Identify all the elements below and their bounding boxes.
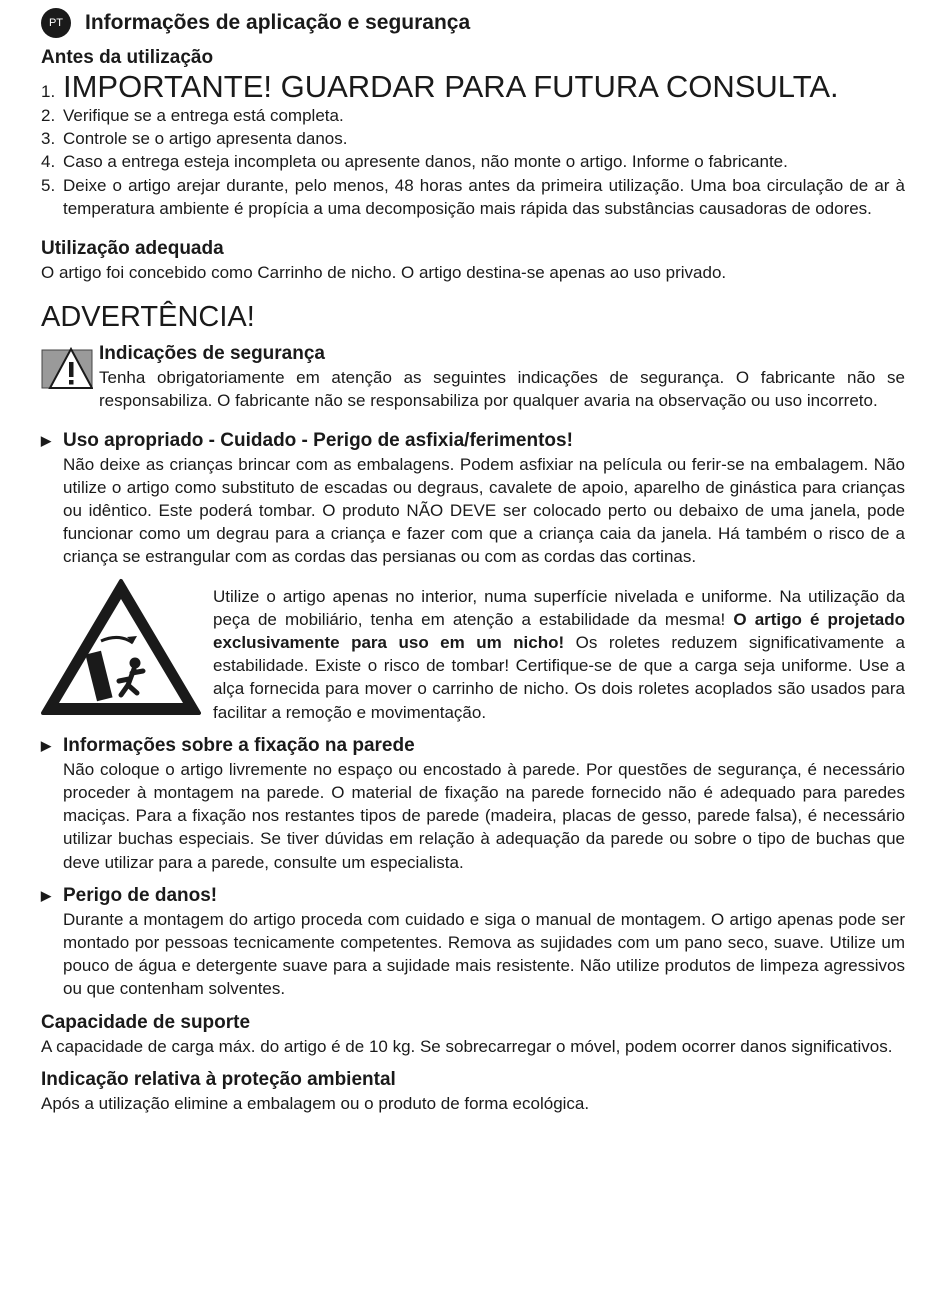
list-item-text: Controle se o artigo apresenta danos. [63,129,348,149]
section-heading-text: Uso apropriado - Cuidado - Perigo de asfixia/ferimentos! [63,429,573,451]
proper-use-heading: Utilização adequada [41,238,224,260]
environment-text: Após a utilização elimine a embalagem ou o produto de forma ecológica. [41,1093,590,1113]
list-item-number: 4. [41,152,56,172]
safety-heading: Indicações de segurança [99,343,325,365]
document-header [41,8,905,38]
list-item [41,70,905,104]
arrow-right-icon: ▶ [41,737,51,753]
before-use-heading: Antes da utilização [41,47,214,68]
tipping-text-emphasis: O artigo é projetado exclusivamente para uso em um nicho! [213,609,905,653]
list-item-text: Verifique se a entrega está completa. [63,106,344,125]
appropriate-use-heading [41,429,905,453]
arrow-right-icon: ▶ [41,432,51,448]
wall-fixing-heading [41,734,905,758]
tipping-hazard-icon [41,577,201,717]
list-item-number: 3. [41,129,56,149]
load-capacity-heading: Capacidade de suporte [41,1011,251,1033]
list-item [41,150,905,173]
wall-fixing-text: Não coloque o artigo livremente no espaço ou encostado à parede. Por questões de segurança, é necessário proceder à montagem na parede. O material de fixação na parede fornecido não é adequado para paredes maciças. Para a fixação nos restantes tipos de parede (madeira, placas de gesso, parede falsa), é necessário utilizar buchas especiais. Se tiver dúvidas em relação à adequação da parede ou sobre o tipo de buchas que deve utilizar para a parede, consulte um especialista. [63,759,905,872]
language-badge: PT [41,8,71,38]
before-use-list [41,70,905,220]
tipping-text [213,585,905,724]
list-item-number: 2. [41,106,56,125]
damage-text: Durante a montagem do artigo proceda com cuidado e siga o manual de montagem. O artigo apenas pode ser montado por pessoas tecnicamente competentes. Remova as sujidades com um pano seco, suave. Utilize um pouco de água e detergente suave para a sujidade mais resistente. Não utilize produtos de limpeza agressivos ou que contenham solventes. [63,909,905,999]
list-item-text: Caso a entrega esteja incompleta ou apresente danos, não monte o artigo. Informe o fabricante. [63,152,788,172]
tipping-hazard-notice [41,585,905,724]
list-item-number: 5. [41,175,56,195]
list-item-text: IMPORTANTE! GUARDAR PARA FUTURA CONSULTA. [63,69,839,104]
load-capacity-text: A capacidade de carga máx. do artigo é de 10 kg. Se sobrecarregar o móvel, podem ocorrer danos significativos. [41,1036,893,1056]
list-item [41,174,905,220]
damage-heading [41,884,905,908]
tipping-text-part: Os roletes reduzem significativamente a estabilidade. Existe o risco de tombar! Certifique-se de que a carga seja uniforme. Use a alça fornecida para mover o carrinho de nicho. Os dois roletes acoplados são usados para facilitar a remoção e movimentação. [213,633,905,722]
environment-heading: Indicação relativa à proteção ambiental [41,1068,396,1090]
list-item [41,104,905,127]
section-heading-text: Perigo de danos! [63,884,218,906]
document-title: Informações de aplicação e segurança [85,11,471,34]
list-item [41,127,905,150]
list-item-text: Deixe o artigo arejar durante, pelo menos, 48 horas antes da primeira utilização. Uma boa circulação de ar à temperatura ambiente é propícia a uma decomposição mais rápida das substâncias causadoras de odores. [63,175,905,218]
safety-text: Tenha obrigatoriamente em atenção as seguintes indicações de segurança. O fabricante não se responsabiliza. O fabricante não se responsabiliza por qualquer avaria na observação ou uso incorreto. [99,368,905,411]
tipping-text-part: Utilize o artigo apenas no interior, numa superfície nivelada e uniforme. Na utilização da peça de mobiliário, tenha em atenção a estabilidade da mesma! [213,586,905,629]
section-heading-text: Informações sobre a fixação na parede [63,734,415,756]
arrow-right-icon: ▶ [41,887,51,903]
proper-use-text: O artigo foi concebido como Carrinho de nicho. O artigo destina-se apenas ao uso privado. [41,263,727,283]
caution-triangle-icon [41,346,93,390]
list-item-number: 1. [41,82,56,101]
appropriate-use-text: Não deixe as crianças brincar com as embalagens. Podem asfixiar na película ou ferir-se na embalagem. Não utilize o artigo como substituto de escadas ou degraus, cavalete de apoio, aparelho de ginástica para crianças ou idêntico. Este poderá tombar. O produto NÃO DEVE ser colocado perto ou debaixo de uma janela, pode funcionar como um degrau para a criança e fazer com que a criança caia da janela. Há também o risco de a criança se estrangular com as cordas das persianas ou com as cordas das cortinas. [63,454,905,567]
document-page [41,8,905,1115]
safety-notice [41,342,905,412]
warning-heading: ADVERTÊNCIA! [41,301,255,334]
